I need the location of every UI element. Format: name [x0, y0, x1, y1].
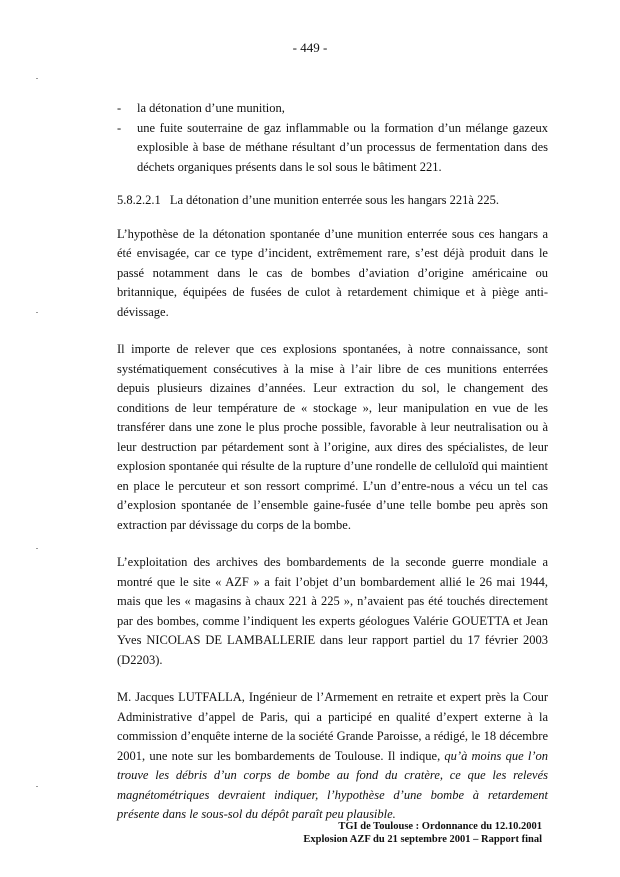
section-number: 5.8.2.2.1 — [117, 193, 161, 207]
margin-mark — [36, 786, 38, 787]
document-body — [117, 99, 548, 825]
margin-mark — [36, 312, 38, 313]
paragraph: L’exploitation des archives des bombardements de la seconde guerre mondiale a montré que le site « AZF » a fait l’objet d’un bombardement allié le 26 mai 1944, mais que les « magasins à chaux 221 à 225 », n’avaient pas été touchés directement par des bombes, comme l’indiquent les experts géologues Valérie GOUETTA et Jean Yves NICOLAS DE LAMBALLERIE dans leur rapport partiel du 17 février 2003 (D2203). — [117, 555, 548, 667]
footer-line: TGI de Toulouse : Ordonnance du 12.10.2001 — [338, 821, 542, 832]
section-title: La détonation d’une munition enterrée sous les hangars 221à 225. — [169, 193, 499, 207]
paragraph-text: M. Jacques LUTFALLA, Ingénieur de l’Armement en retraite et expert près la Cour Administrative d’appel de Paris, qui a participé en qualité d’expert externe à la commission d’enquête interne de la société Grande Paroisse, a rédigé, le 18 décembre 2001, une note sur les bombardements de Toulouse. Il indique, — [117, 690, 548, 763]
bullet-marker: - — [117, 101, 122, 115]
footer-line: Explosion AZF du 21 septembre 2001 – Rapport final — [303, 834, 542, 845]
margin-mark — [36, 78, 38, 79]
margin-mark — [36, 548, 38, 549]
paragraph — [117, 688, 548, 825]
list-item — [117, 99, 548, 119]
bullet-list — [117, 99, 548, 177]
list-item-text: la détonation d’une munition, — [137, 101, 285, 115]
list-item — [117, 119, 548, 178]
footer — [303, 820, 542, 846]
list-item-text: une fuite souterraine de gaz inflammable ou la formation d’un mélange gazeux explosible à base de méthane résultant d’un processus de fermentation dans des déchets organiques présents dans le sol sous le bâtiment 221. — [137, 120, 548, 174]
section-heading — [117, 191, 548, 211]
paragraph: L’hypothèse de la détonation spontanée d’une munition enterrée sous ces hangars a été envisagée, car ce type d’incident, extrêmement rare, s’est déjà produit dans le passé notamment dans le cas de bombes d’aviation d’origine américaine ou britannique, équipées de fusées de culot à retardement chimique et à piège anti-dévissage. — [117, 226, 548, 319]
quoted-text: qu’à moins que l’on trouve les débris d’un corps de bombe au fond du cratère, ce que les relevés magnétométriques devraient indiquer, l’hypothèse d’une bombe à retardement présente dans le sous-sol du dépôt paraît peu plausible. — [117, 748, 548, 821]
page-number: - 449 - — [292, 40, 328, 55]
paragraph: Il importe de relever que ces explosions spontanées, à notre connaissance, sont systématiquement consécutives à la mise à l’air libre de ces munitions enterrées depuis plusieurs dizaines d’années. Leur extraction du sol, le changement des conditions de leur température de « stockage », leur manipulation en vue de les transférer dans une zone le plus proche possible, favorable à leur neutralisation ou à leur destruction par pétardement sont à l’origine, aux dires des spécialistes, de leur explosion spontanée qui résulte de la rupture d’une rondelle de celluloïd qui maintient en place le percuteur et son ressort comprimé. L’un d’entre-nous a vécu un tel cas d’explosion spontanée de l’ensemble gaine-fusée d’une telle bombe peu après son extraction par dévissage du corps de la bombe. — [117, 342, 548, 532]
bullet-marker: - — [117, 120, 122, 135]
